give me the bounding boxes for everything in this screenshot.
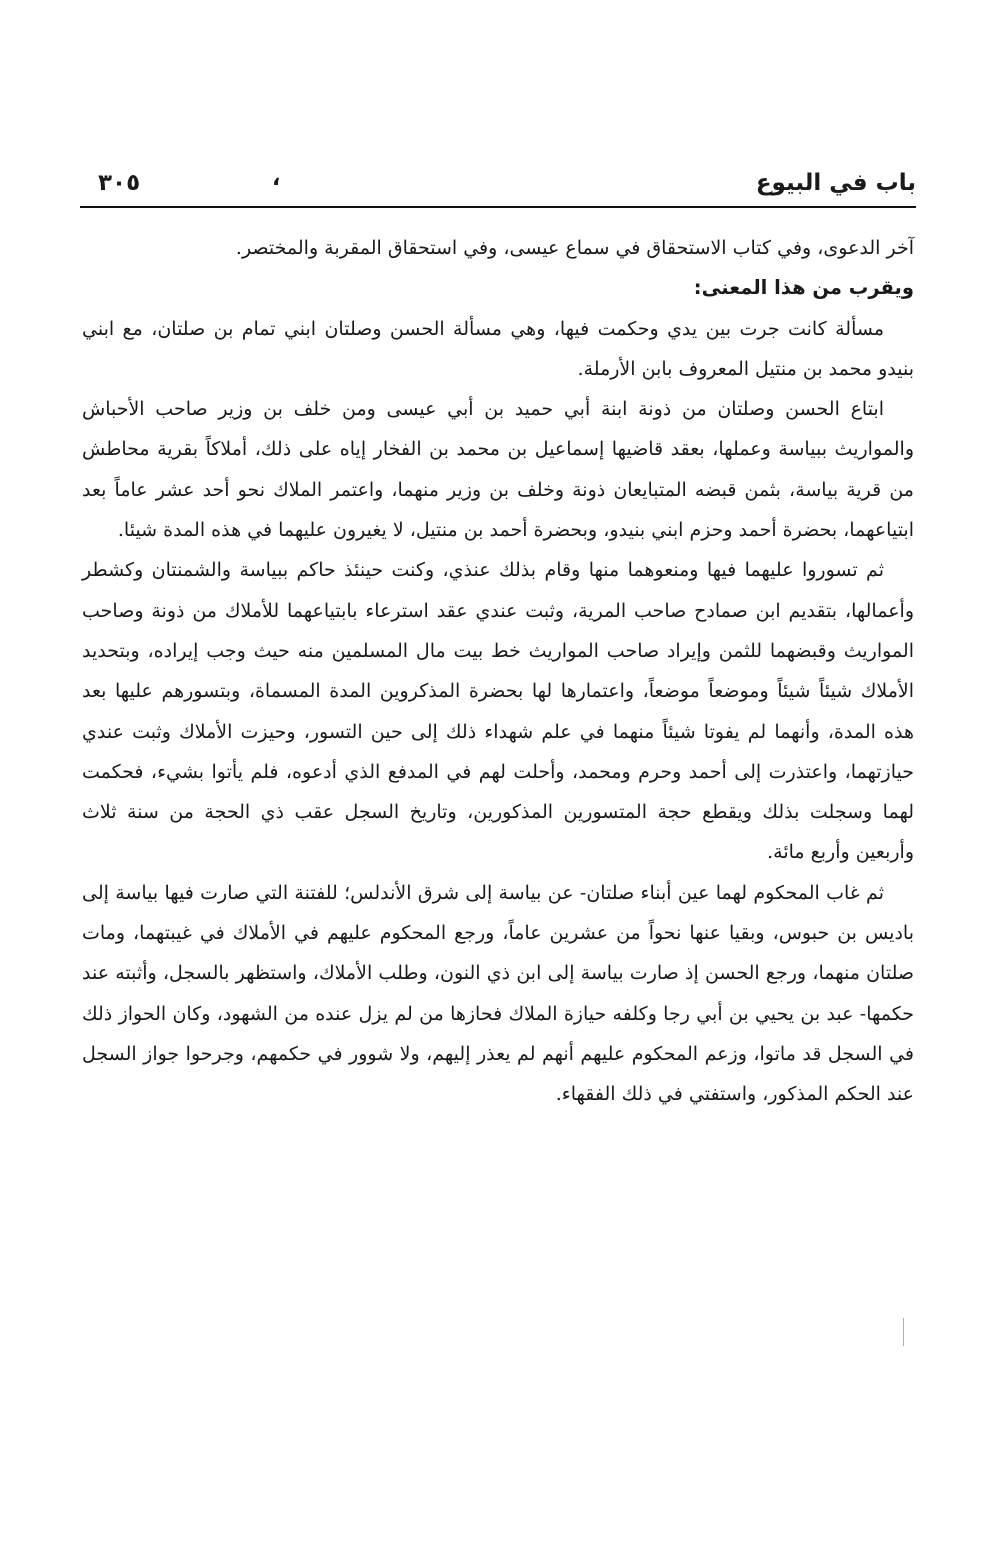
paragraph: ثم غاب المحكوم لهما عين أبناء صلتان- عن بياسة إلى شرق الأندلس؛ للفتنة التي صارت فيها بياسة إلى باديس بن حبوس، وبقيا عنها نحواً من عشرين عاماً، ورجع المحكوم عليهم في الأملاك في غيبتهما، ومات صلتان منهما، ورجع الحسن إذ صارت بياسة إلى ابن ذي النون، وطلب الأملاك، واستظهر بالسجل، وأثبته عند حكمها- عبد بن يحيي بن أبي رجا وكلفه حيازة الملاك فحازها من لم يزل عنده من الشهود، وكان الحواز ذلك في السجل قد ماتوا، وزعم المحكوم عليهم أنهم لم يعذر إليهم، ولا شوور في حكمهم، وجرحوا جواز السجل عند الحكم المذكور، واستفتي في ذلك الفقهاء. bbox=[82, 881, 914, 1106]
section-heading: ويقرب من هذا المعنى: bbox=[693, 276, 914, 300]
running-title: باب في البيوع bbox=[755, 170, 916, 196]
paragraph: مسألة كانت جرت بين يدي وحكمت فيها، وهي مسألة الحسن وصلتان ابني تمام بن صلتان، مع ابني بنيدو محمد بن منتيل المعروف بابن الأرملة. bbox=[82, 317, 914, 380]
paragraph: ابتاع الحسن وصلتان من ذونة ابنة أبي حميد بن أبي عيسى ومن خلف بن وزير صاحب الأحباش والمواريث ببياسة وعملها، بعقد قاضيها إسماعيل بن محمد بن الفخار إياه على ذلك، أملاكاً بقرية محاطش من قرية بياسة، بثمن قبضه المتبايعان ذونة وخلف بن وزير منهما، واعتمر الملاك نحو أحد عشر عاماً بعد ابتياعهما، بحضرة أحمد وحزم ابني بنيدو، وبحضرة أحمد بن منتيل، لا يغيرون عليهما في هذه المدة شيئا. bbox=[82, 398, 914, 542]
page-body bbox=[82, 228, 914, 1115]
paragraph: آخر الدعوى، وفي كتاب الاستحقاق في سماع عيسى، وفي استحقاق المقربة والمختصر. bbox=[235, 237, 914, 259]
page-number: ٣٠٥ bbox=[98, 170, 141, 196]
scan-speck bbox=[903, 1318, 904, 1346]
header-mark: ، bbox=[272, 166, 281, 191]
header-rule bbox=[80, 206, 916, 208]
paragraph: ثم تسوروا عليهما فيها ومنعوهما منها وقام بذلك عنذي، وكنت حينئذ حاكم ببياسة والشمنتان وكشطر وأعمالها، بتقديم ابن صمادح صاحب المرية، وثبت عندي عقد استرعاء بابتياعهما للأملاك من ذونة وصاحب المواريث وقبضهما للثمن وإيراد صاحب المواريث خط بيت مال المسلمين منه حيث وجب إيراده، وبتحديد الأملاك شيئاً شيئاً وموضعاً موضعاً، واعتمارها لها بحضرة المذكروين المدة المسماة، وبتسورهم عليها بعد هذه المدة، وأنهما لم يفوتا شيئاً منهما في علم شهداء ذلك إلى حين التسور، وحيزت الأملاك وثبت عندي حيازتهما، واعتذرت إلى أحمد وحرم ومحمد، وأحلت لهم في المدفع الذي أدعوه، فلم يأتوا بشيء، فحكمت لهما وسجلت بذلك ويقطع حجة المتسورين المذكورين، وتاريخ السجل عقب ذي الحجة من سنة ثلاث وأربعين وأربع مائة. bbox=[82, 559, 914, 864]
page-header bbox=[80, 166, 916, 200]
